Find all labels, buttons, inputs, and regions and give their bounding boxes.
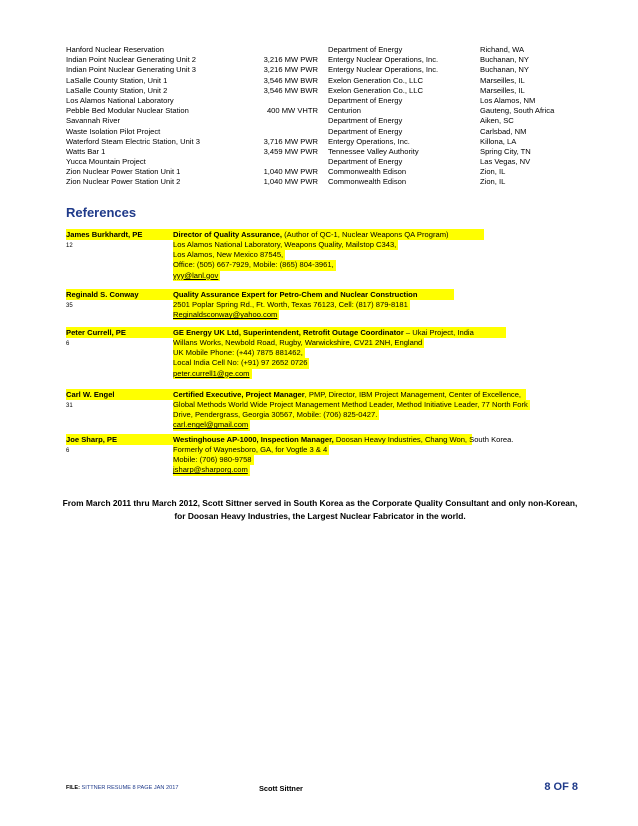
plant-location: Buchanan, NY [480, 55, 529, 65]
reference-entry [66, 229, 586, 280]
reference-name: Peter Currell, PE [66, 328, 126, 337]
plant-operator: Entergy Operations, Inc. [328, 136, 410, 146]
plant-name: Indian Point Nuclear Generating Unit 3 [66, 65, 197, 75]
plant-capacity: 3,216 MW PWR [263, 55, 318, 65]
reference-title-rest: (Author of QC-1, Nuclear Weapons QA Program) [282, 230, 449, 239]
plant-operator: Tennessee Valley Authority [328, 146, 419, 156]
reference-title-rest: Doosan Heavy Industries, Chang Won, South Korea. [333, 435, 514, 444]
reference-email-link[interactable]: Reginaldsconway@yahoo.com [173, 310, 278, 320]
reference-detail-line: Drive, Pendergrass, Georgia 30567, Mobile: (706) 825-0427. [173, 410, 378, 420]
reference-header [66, 389, 586, 400]
reference-details [173, 445, 329, 476]
plant-operator: Commonwealth Edison [328, 167, 407, 177]
plant-capacity: 1,040 MW PWR [263, 177, 318, 187]
reference-detail-line: Willans Works, Newbold Road, Rugby, Warwickshire, CV21 2NH, England [173, 338, 423, 347]
reference-name: James Burkhardt, PE [66, 230, 143, 239]
plant-name: Watts Bar 1 [66, 146, 106, 156]
plant-location: Gauteng, South Africa [480, 106, 555, 116]
reference-entry [66, 434, 586, 475]
reference-details [173, 240, 398, 281]
footer-file-value: SITTNER RESUME 8 PAGE JAN 2017 [81, 785, 179, 791]
reference-detail-line: Global Methods World Wide Project Management Method Leader, Method Initiative Leader, 77 North Fork [173, 400, 528, 409]
plant-row [66, 147, 586, 157]
reference-name: Carl W. Engel [66, 390, 115, 399]
plant-row [66, 45, 586, 55]
reference-entry [66, 389, 586, 430]
plant-location: Las Vegas, NV [480, 157, 531, 167]
reference-detail-line: UK Mobile Phone: (+44) 7875 881462, [173, 348, 303, 358]
plant-row [66, 106, 586, 116]
reference-name: Joe Sharp, PE [66, 435, 118, 444]
plant-name: Indian Point Nuclear Generating Unit 2 [66, 55, 197, 65]
plant-location: Carlsbad, NM [480, 126, 527, 136]
reference-title-bold: Director of Quality Assurance, [173, 230, 283, 239]
references-heading: References [66, 205, 137, 220]
reference-header [66, 229, 586, 240]
plant-table [66, 45, 586, 188]
plant-capacity: 3,216 MW PWR [263, 65, 318, 75]
reference-detail-line: Formerly of Waynesboro, GA, for Vogtle 3 & 4 [173, 445, 328, 454]
plant-capacity: 3,716 MW PWR [263, 136, 318, 146]
plant-row [66, 86, 586, 96]
plant-operator: Exelon Generation Co., LLC [328, 75, 423, 85]
plant-capacity: 400 MW VHTR [266, 106, 318, 116]
plant-name: Hanford Nuclear Reservation [66, 45, 164, 54]
footer-file [66, 785, 178, 791]
reference-detail-line: Local India Cell No: (+91) 97 2652 0726 [173, 358, 308, 368]
reference-number: 31 [66, 403, 73, 409]
reference-number: 6 [66, 448, 70, 454]
plant-operator: Entergy Nuclear Operations, Inc. [328, 65, 439, 75]
plant-location: Zion, IL [480, 177, 506, 187]
plant-capacity: 3,546 MW BWR [263, 75, 318, 85]
plant-location: Marseilles, IL [480, 85, 525, 95]
plant-name: Zion Nuclear Power Station Unit 2 [66, 177, 181, 187]
footer-author-name: Scott Sittner [259, 784, 303, 793]
reference-detail-line: Los Alamos National Laboratory, Weapons Quality, Mailstop C343, [173, 240, 397, 249]
plant-location: Aiken, SC [480, 116, 514, 126]
reference-detail-line: Office: (505) 667-7929, Mobile: (865) 804-3961, [173, 260, 334, 270]
plant-name: Los Alamos National Laboratory [66, 95, 174, 105]
plant-name: LaSalle County Station, Unit 2 [66, 85, 168, 95]
reference-header [66, 434, 586, 445]
reference-detail-line: Los Alamos, New Mexico 87545, [173, 250, 284, 260]
reference-name: Reginald S. Conway [66, 290, 139, 299]
plant-operator: Centurion [328, 106, 361, 116]
reference-title [173, 434, 513, 445]
plant-location: Buchanan, NY [480, 65, 529, 75]
reference-entry [66, 289, 586, 320]
reference-header [66, 289, 586, 300]
plant-name: Waterford Steam Electric Station, Unit 3 [66, 136, 200, 146]
plant-operator: Department of Energy [328, 45, 403, 54]
reference-title [173, 289, 417, 300]
reference-title-rest: , PMP, Director, IBM Project Management, Center of Excellence, [304, 390, 522, 399]
plant-name: Yucca Mountain Project [66, 157, 146, 167]
summary-statement: From March 2011 thru March 2012, Scott Sittner served in South Korea as the Corporate Quality Consultant and only non-Korean, for Doosan Heavy Industries, the Largest Nuclear Fabricator in the world. [62, 498, 578, 521]
plant-location: Los Alamos, NM [480, 95, 536, 105]
reference-header [66, 327, 586, 338]
reference-details [173, 338, 424, 379]
plant-capacity: 3,459 MW PWR [263, 146, 318, 156]
plant-row [66, 157, 586, 167]
plant-capacity: 3,546 MW BWR [263, 85, 318, 95]
plant-operator: Commonwealth Edison [328, 177, 407, 187]
plant-operator: Department of Energy [328, 116, 403, 126]
plant-row [66, 65, 586, 75]
plant-row [66, 137, 586, 147]
page-footer [66, 782, 586, 796]
reference-detail-line: Mobile: (706) 980-9758 [173, 455, 252, 465]
reference-title-bold: Quality Assurance Expert for Petro-Chem and Nuclear Construction [173, 290, 418, 299]
plant-location: Zion, IL [480, 167, 506, 177]
plant-name: Savannah River [66, 116, 121, 126]
reference-email-link[interactable]: peter.currell1@ge.com [173, 368, 250, 378]
plant-row [66, 127, 586, 137]
plant-row [66, 167, 586, 177]
reference-number: 35 [66, 303, 73, 309]
reference-number: 6 [66, 341, 70, 347]
plant-name: Waste Isolation Pilot Project [66, 126, 161, 136]
plant-location: Killona, LA [480, 136, 517, 146]
reference-title [173, 327, 474, 338]
reference-title [173, 229, 449, 240]
plant-location: Marseilles, IL [480, 75, 525, 85]
plant-operator: Entergy Nuclear Operations, Inc. [328, 55, 439, 65]
plant-name: Zion Nuclear Power Station Unit 1 [66, 167, 181, 177]
reference-email-link[interactable]: yyy@lanl.gov [173, 270, 219, 280]
plant-row [66, 55, 586, 65]
reference-detail-line: 2501 Poplar Spring Rd., Ft. Worth, Texas 76123, Cell: (817) 879-8181 [173, 300, 408, 309]
reference-title-bold: GE Energy UK Ltd, Superintendent, Retrofit Outage Coordinator [173, 328, 404, 337]
reference-number: 12 [66, 243, 73, 249]
reference-details [173, 400, 530, 431]
footer-page-number: 8 OF 8 [544, 781, 578, 793]
plant-operator: Department of Energy [328, 157, 403, 167]
footer-file-label: FILE: [66, 785, 80, 791]
plant-row [66, 96, 586, 106]
plant-row [66, 177, 586, 187]
reference-title [173, 389, 521, 400]
reference-title-bold: Certified Executive, Project Manager [173, 390, 305, 399]
reference-email-link[interactable]: jsharp@sharporg.com [173, 465, 248, 475]
reference-title-rest: – Ukai Project, India [403, 328, 474, 337]
reference-email-link[interactable]: carl.engel@gmail.com [173, 420, 249, 430]
reference-title-bold: Westinghouse AP-1000, Inspection Manager, [173, 435, 334, 444]
plant-name: LaSalle County Station, Unit 1 [66, 75, 168, 85]
plant-name: Pebble Bed Modular Nuclear Station [66, 106, 189, 116]
reference-entry [66, 327, 586, 378]
plant-capacity: 1,040 MW PWR [263, 167, 318, 177]
plant-operator: Exelon Generation Co., LLC [328, 85, 423, 95]
plant-operator: Department of Energy [328, 95, 403, 105]
reference-details [173, 300, 410, 320]
plant-row [66, 116, 586, 126]
plant-location: Spring City, TN [480, 146, 531, 156]
plant-operator: Department of Energy [328, 126, 403, 136]
plant-location: Richand, WA [480, 45, 525, 54]
plant-row [66, 76, 586, 86]
